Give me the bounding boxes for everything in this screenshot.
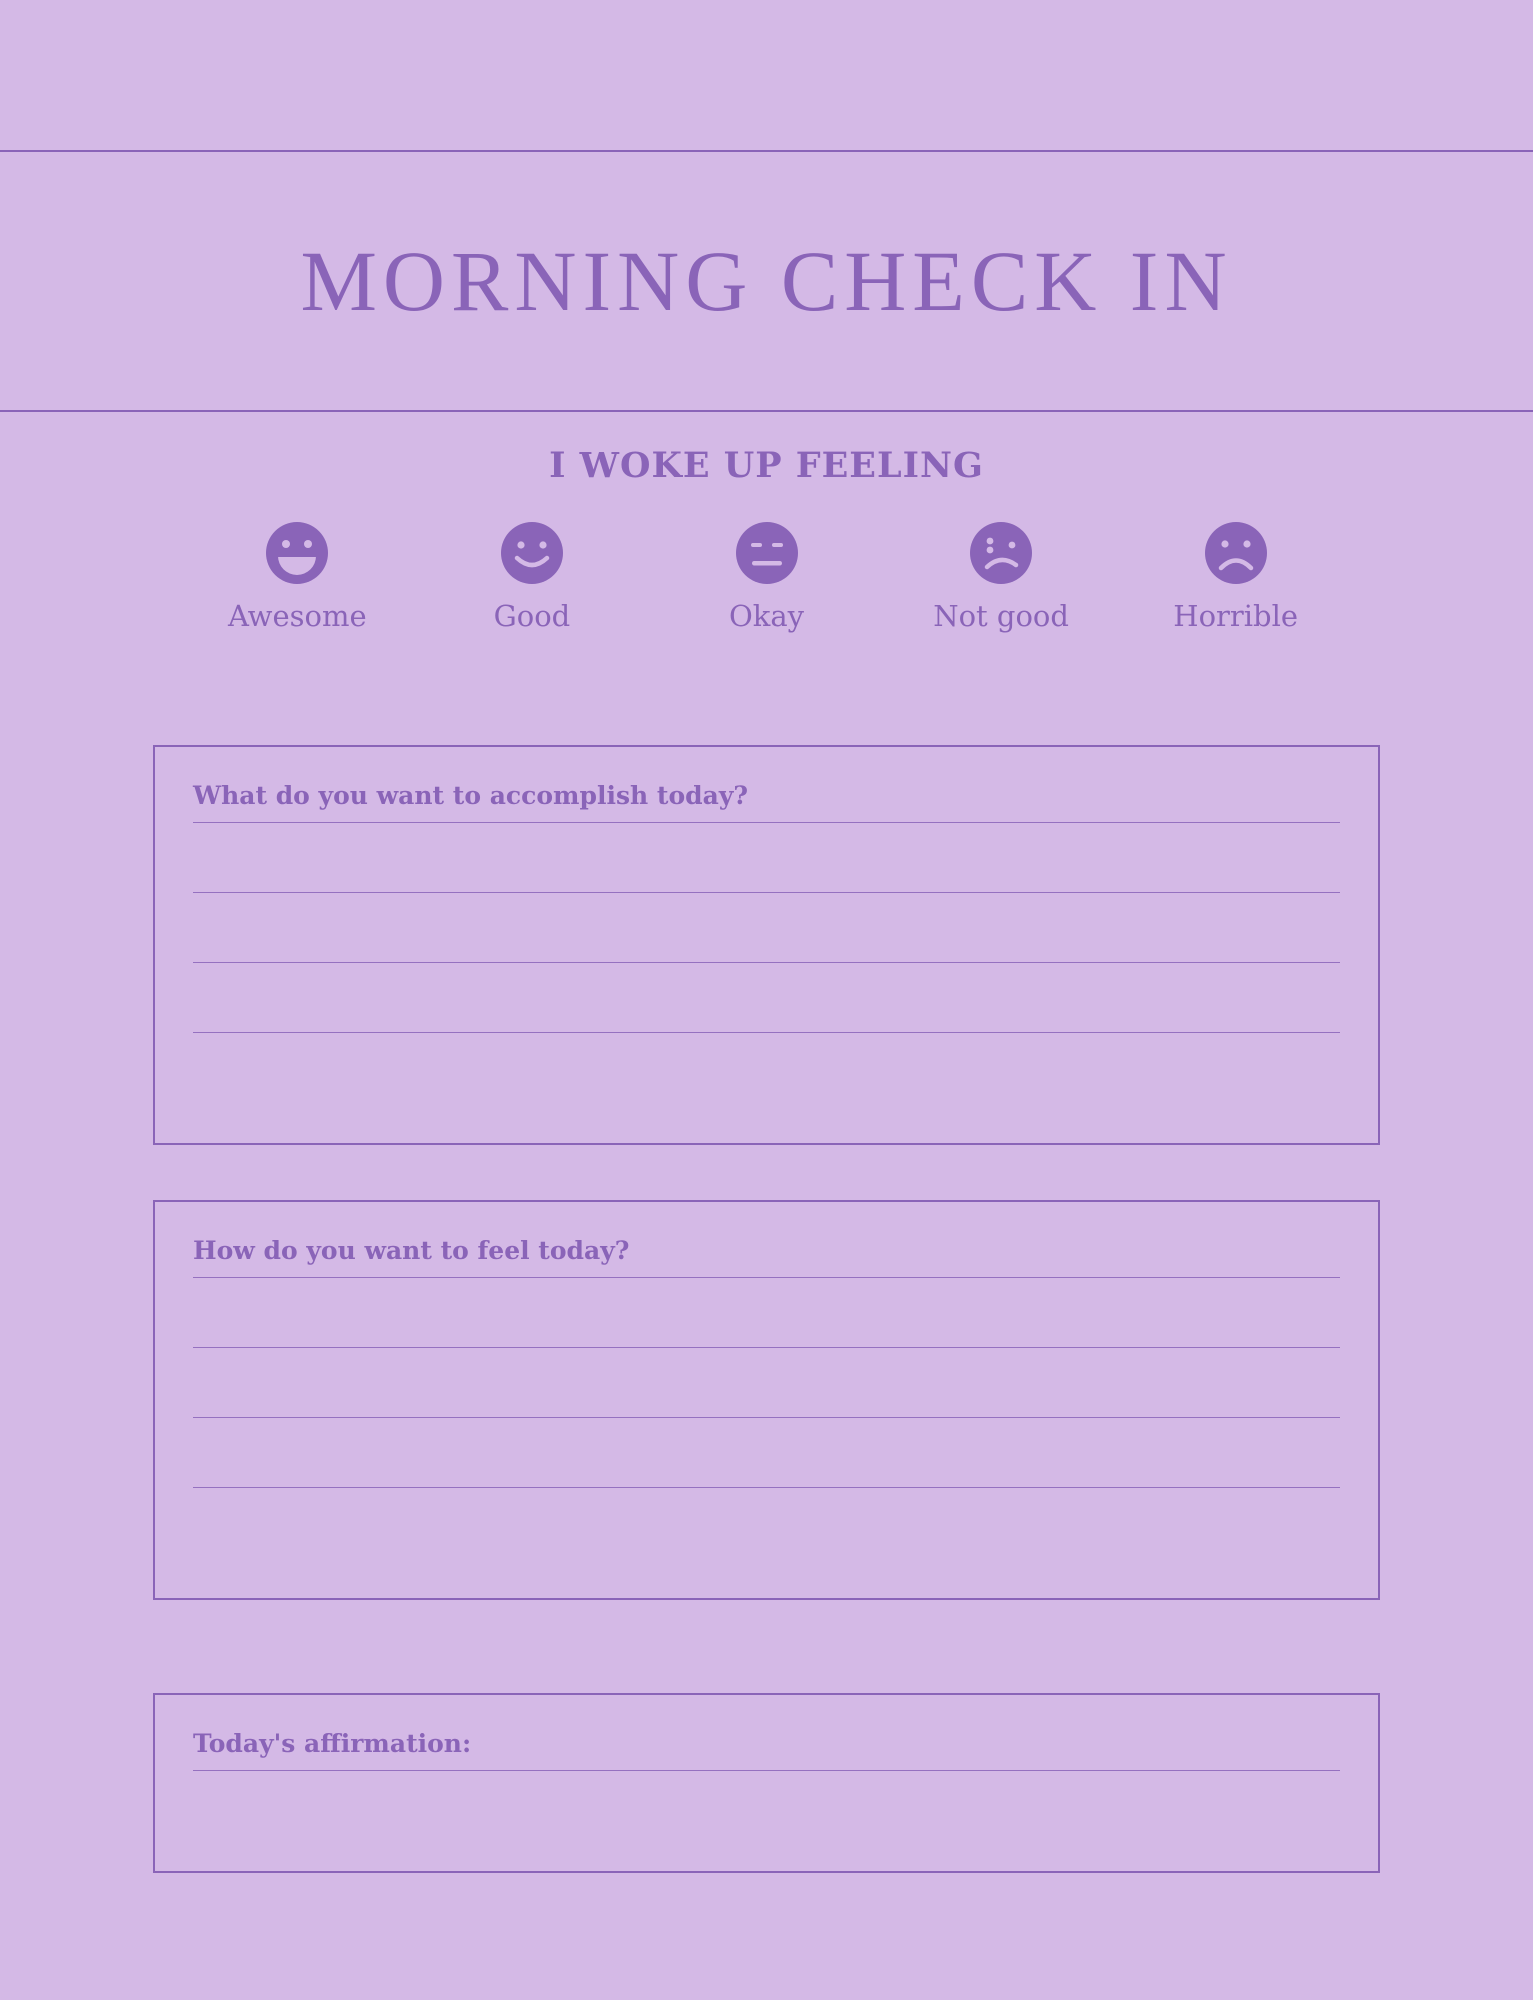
title-band [0, 150, 1533, 412]
mood-options-row [0, 520, 1533, 631]
mood-option-label: Okay [728, 599, 805, 633]
write-line[interactable] [193, 1347, 1340, 1348]
neutral-face-icon [734, 520, 800, 586]
write-line[interactable] [193, 962, 1340, 963]
write-line[interactable] [193, 1417, 1340, 1418]
write-line[interactable] [193, 1487, 1340, 1488]
feel-section [153, 1200, 1380, 1600]
very-sad-face-icon [1203, 520, 1269, 586]
mood-option-horrible[interactable] [1118, 520, 1353, 631]
accomplish-label: What do you want to accomplish today? [193, 781, 748, 810]
line-spacer [193, 893, 1340, 962]
write-line[interactable] [193, 822, 1340, 823]
mood-option-good[interactable] [415, 520, 650, 631]
page-title: MORNING CHECK IN [300, 233, 1233, 329]
mood-option-label: Not good [933, 599, 1069, 633]
smiling-face-icon [499, 520, 565, 586]
write-line[interactable] [193, 892, 1340, 893]
write-line[interactable] [193, 1032, 1340, 1033]
line-spacer [193, 823, 1340, 892]
affirmation-label: Today's affirmation: [193, 1729, 472, 1758]
mood-option-not-good[interactable] [884, 520, 1119, 631]
line-spacer [193, 963, 1340, 1032]
mood-heading: I WOKE UP FEELING [549, 445, 984, 486]
mood-option-awesome[interactable] [180, 520, 415, 631]
accomplish-section [153, 745, 1380, 1145]
mood-option-label: Horrible [1173, 599, 1299, 633]
mood-option-okay[interactable] [649, 520, 884, 631]
mood-option-label: Good [493, 599, 571, 633]
affirmation-section [153, 1693, 1380, 1873]
grinning-face-icon [264, 520, 330, 586]
write-line[interactable] [193, 1277, 1340, 1278]
mood-section [0, 445, 1533, 631]
line-spacer [193, 1348, 1340, 1417]
line-spacer [193, 1278, 1340, 1347]
frowning-face-icon [968, 520, 1034, 586]
write-line[interactable] [193, 1770, 1340, 1771]
feel-label: How do you want to feel today? [193, 1236, 630, 1265]
mood-option-label: Awesome [227, 599, 367, 633]
line-spacer [193, 1418, 1340, 1487]
